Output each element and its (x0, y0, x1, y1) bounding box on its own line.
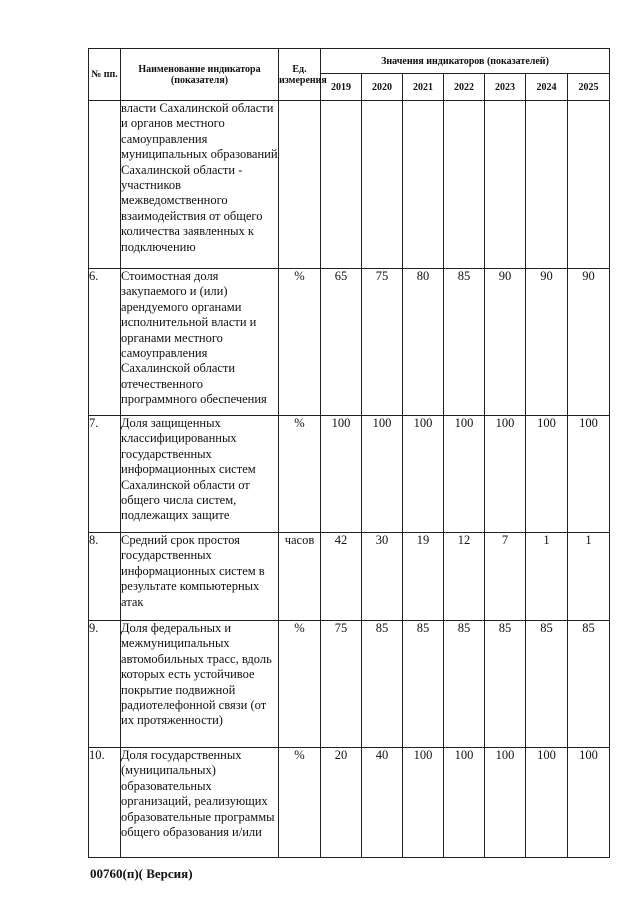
header-year: 2025 (568, 74, 610, 101)
row-number (89, 101, 121, 269)
row-value (526, 101, 568, 269)
row-value: 75 (362, 269, 403, 416)
row-indicator-name: Доля федеральных и межмуниципальных автомобильных трасс, вдоль которых есть устойчивое покрытие подвижной радиотелефонной связи (от их протяженности) (121, 621, 279, 748)
row-value: 90 (485, 269, 526, 416)
indicators-table (88, 48, 610, 858)
row-value: 75 (321, 621, 362, 748)
header-indicator-name: Наименование индикатора (показателя) (121, 49, 279, 101)
row-value (403, 101, 444, 269)
row-value: 20 (321, 748, 362, 858)
row-unit: часов (279, 533, 321, 621)
row-number: 9. (89, 621, 121, 748)
table-row (89, 621, 610, 748)
row-number: 10. (89, 748, 121, 858)
row-value: 85 (444, 621, 485, 748)
row-value (485, 101, 526, 269)
row-number: 6. (89, 269, 121, 416)
table-row (89, 101, 610, 269)
row-value: 40 (362, 748, 403, 858)
header-values-group: Значения индикаторов (показателей) (321, 49, 610, 74)
row-value: 65 (321, 269, 362, 416)
row-unit: % (279, 621, 321, 748)
row-unit: % (279, 269, 321, 416)
row-value: 85 (403, 621, 444, 748)
row-value: 1 (568, 533, 610, 621)
row-value: 85 (568, 621, 610, 748)
table-row (89, 533, 610, 621)
table-row (89, 748, 610, 858)
header-year: 2023 (485, 74, 526, 101)
row-value: 100 (568, 416, 610, 533)
row-value (568, 101, 610, 269)
row-value: 85 (362, 621, 403, 748)
row-value: 100 (321, 416, 362, 533)
row-number: 7. (89, 416, 121, 533)
row-value: 100 (444, 748, 485, 858)
row-value: 80 (403, 269, 444, 416)
row-number: 8. (89, 533, 121, 621)
header-year: 2020 (362, 74, 403, 101)
row-indicator-name: власти Сахалинской области и органов местного самоуправления муниципальных образований Сахалинской области - участников межведомственного взаимодействия от общего количества заявленных к подключению (121, 101, 279, 269)
row-value: 1 (526, 533, 568, 621)
row-value: 42 (321, 533, 362, 621)
row-value (321, 101, 362, 269)
row-value: 85 (526, 621, 568, 748)
header-year: 2022 (444, 74, 485, 101)
row-value: 100 (526, 748, 568, 858)
row-value: 100 (403, 416, 444, 533)
row-value: 85 (444, 269, 485, 416)
row-value: 7 (485, 533, 526, 621)
row-indicator-name: Средний срок простоя государственных информационных систем в результате компьютерных атак (121, 533, 279, 621)
row-value: 19 (403, 533, 444, 621)
row-value: 100 (444, 416, 485, 533)
table-row (89, 269, 610, 416)
row-value: 12 (444, 533, 485, 621)
row-value: 100 (362, 416, 403, 533)
header-year: 2024 (526, 74, 568, 101)
header-year: 2021 (403, 74, 444, 101)
row-value: 85 (485, 621, 526, 748)
row-unit: % (279, 748, 321, 858)
row-value: 100 (403, 748, 444, 858)
table-row (89, 416, 610, 533)
header-year: 2019 (321, 74, 362, 101)
row-value: 30 (362, 533, 403, 621)
row-unit: % (279, 416, 321, 533)
row-value: 90 (526, 269, 568, 416)
row-value: 100 (485, 748, 526, 858)
row-value: 100 (568, 748, 610, 858)
header-unit: Ед. измерения (279, 49, 321, 101)
document-footer: 00760(п)( Версия) (90, 866, 193, 881)
row-value: 100 (485, 416, 526, 533)
row-indicator-name: Доля защищенных классифицированных государственных информационных систем Сахалинской области от общего числа систем, подлежащих защите (121, 416, 279, 533)
row-value (444, 101, 485, 269)
row-unit (279, 101, 321, 269)
header-number: № пп. (89, 49, 121, 101)
row-value: 90 (568, 269, 610, 416)
row-indicator-name: Доля государственных (муниципальных) образовательных организаций, реализующих образовательные программы общего образования и/или (121, 748, 279, 858)
row-value: 100 (526, 416, 568, 533)
row-indicator-name: Стоимостная доля закупаемого и (или) арендуемого органами исполнительной власти и органами местного самоуправления Сахалинской области отечественного программного обеспечения (121, 269, 279, 416)
row-value (362, 101, 403, 269)
